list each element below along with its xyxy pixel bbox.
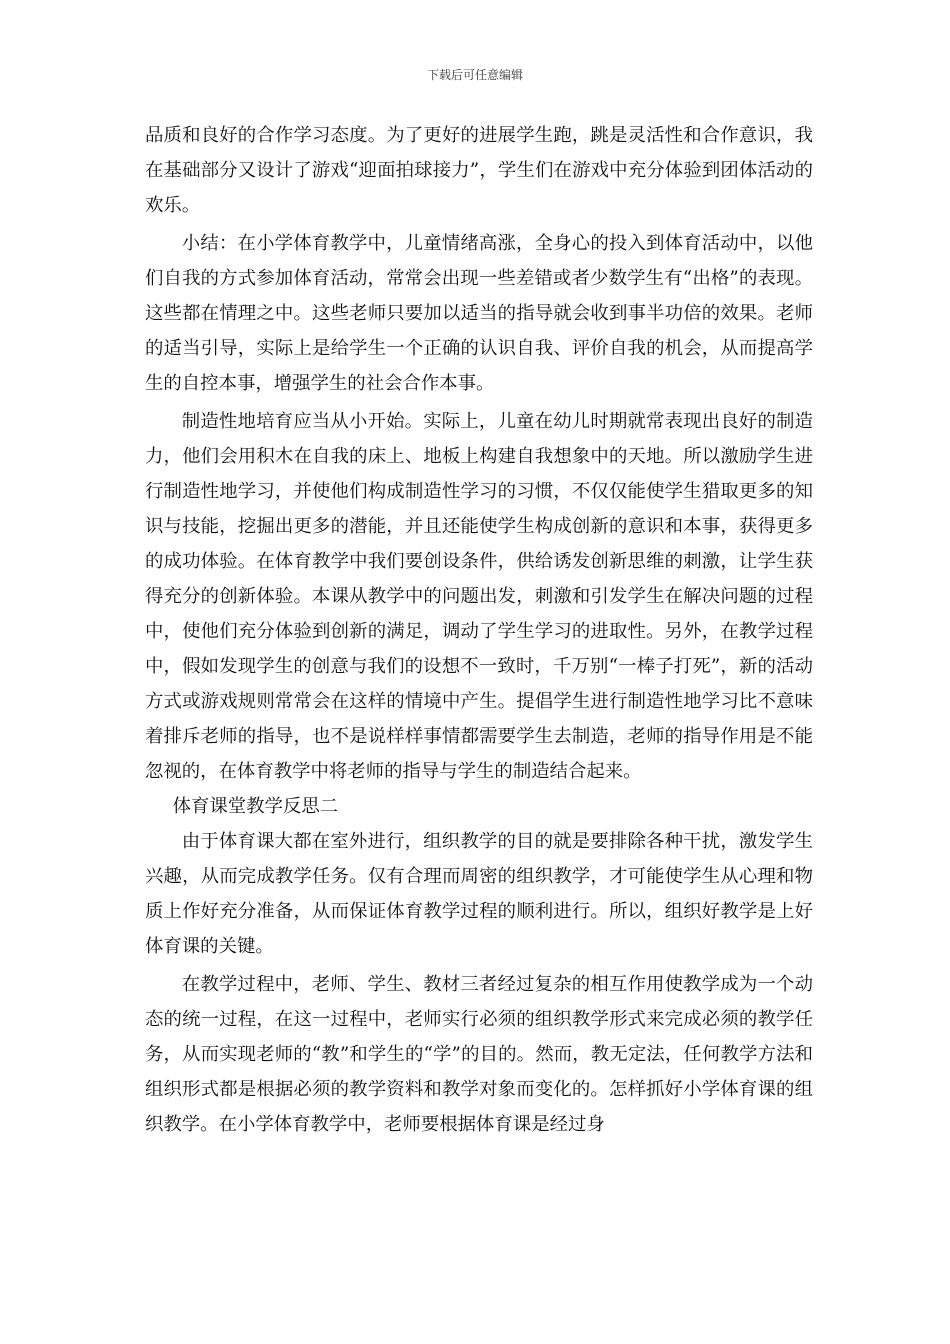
paragraph-teaching-process: 在教学过程中，老师、学生、教材三者经过复杂的相互作用使教学成为一个动态的统一过程，在这一过程中，老师实行必须的组织教学形式来完成必须的教学任务，从而实现老师的“教”和学生的“学”的目的。然而，教无定法，任何教学方法和组织形式都是根据必须的教学资料和教学对象而变化的。怎样抓好小学体育课的组织教学。在小学体育教学中，老师要根据体育课是经过身: [145, 974, 813, 1135]
paragraph-continued: 品质和良好的合作学习态度。为了更好的进展学生跑，跳是灵活性和合作意识，我在基础部分又设计了游戏“迎面拍球接力”，学生们在游戏中充分体验到团体活动的欢乐。: [145, 125, 813, 216]
paragraph-creativity: 制造性地培育应当从小开始。实际上，儿童在幼儿时期就常表现出良好的制造力，他们会用积木在自我的床上、地板上构建自我想象中的天地。所以激励学生进行制造性地学习，并使他们构成制造性学习的习惯，不仅仅能使学生猎取更多的知识与技能，挖掘出更多的潜能，并且还能使学生构成创新的意识和本事，获得更多的成功体验。在体育教学中我们要创设条件，供给诱发创新思维的刺激，让学生获得充分的创新体验。本课从教学中的问题出发，刺激和引发学生在解决问题的过程中，使他们充分体验到创新的满足，调动了学生学习的进取性。另外，在教学过程中，假如发现学生的创意与我们的设想不一致时，千万别“一棒子打死”，新的活动方式或游戏规则常常会在这样的情境中产生。提倡学生进行制造性地学习比不意味着排斥老师的指导，也不是说样样事情都需要学生去制造，老师的指导作用是不能忽视的，在体育教学中将老师的指导与学生的制造结合起来。: [145, 411, 813, 782]
page-header: 下载后可任意编辑: [426, 68, 523, 82]
paragraph-summary: 小结：在小学体育教学中，儿童情绪高涨，全身心的投入到体育活动中，以他们自我的方式参加体育活动，常常会出现一些差错或者少数学生有“出格”的表现。这些都在情理之中。这些老师只要加以适当的指导就会收到事半功倍的效果。老师的适当引导，实际上是给学生一个正确的认识自我、评价自我的机会，从而提高学生的自控本事，增强学生的社会合作本事。: [145, 233, 813, 394]
section-heading: 体育课堂教学反思二: [172, 796, 339, 817]
paragraph-organization: 由于体育课大都在室外进行，组织教学的目的就是要排除各种干扰，激发学生兴趣，从而完成教学任务。仅有合理而周密的组织教学，才可能使学生从心理和物质上作好充分准备，从而保证体育教学过程的顺利进行。所以，组织好教学是上好体育课的关键。: [145, 831, 813, 957]
document-body: [145, 118, 813, 1142]
